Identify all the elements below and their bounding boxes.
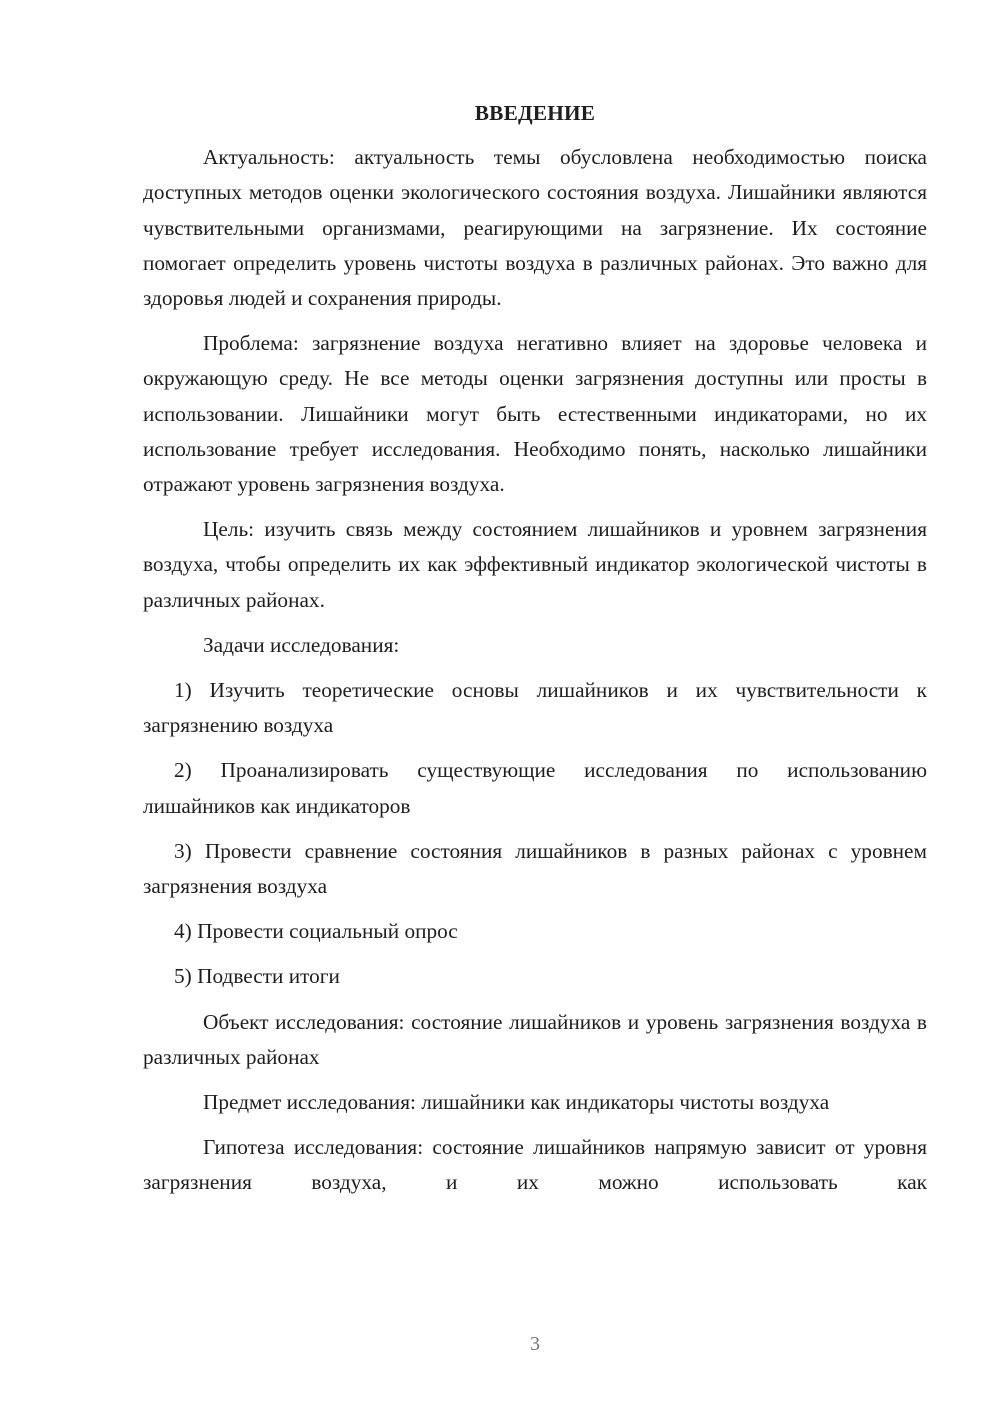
- paragraph-tasks-heading: Задачи исследования:: [203, 632, 400, 657]
- paragraph-relevance: Актуальность: актуальность темы обусловлена необходимостью поиска доступных методов оценки экологического состояния воздуха. Лишайники являются чувствительными организмами, реагирующими на загрязнение. Их состояние помогает определить уровень чистоты воздуха в различных районах. Это важно для здоровья людей и сохранения природы.: [143, 145, 927, 311]
- task-item: 3) Провести сравнение состояния лишайников в разных районах с уровнем загрязнения воздуха: [143, 838, 927, 899]
- document-body: [143, 96, 927, 1211]
- page-number: 3: [530, 1333, 540, 1355]
- task-item: 5) Подвести итоги: [174, 964, 340, 989]
- paragraph-problem: Проблема: загрязнение воздуха негативно влияет на здоровье человека и окружающую среду. Не все методы оценки загрязнения доступны или просты в использовании. Лишайники могут быть естественными индикаторами, но их использование требует исследования. Необходимо понять, насколько лишайники отражают уровень загрязнения воздуха.: [143, 331, 927, 497]
- paragraph-goal: Цель: изучить связь между состоянием лишайников и уровнем загрязнения воздуха, чтобы определить их как эффективный индикатор экологической чистоты в различных районах.: [143, 517, 927, 612]
- paragraph-object: Объект исследования: состояние лишайников и уровень загрязнения воздуха в различных районах: [143, 1009, 927, 1069]
- paragraph-subject: Предмет исследования: лишайники как индикаторы чистоты воздуха: [203, 1090, 830, 1115]
- task-item: 2) Проанализировать существующие исследования по использованию лишайников как индикаторов: [143, 758, 927, 818]
- section-heading: ВВЕДЕНИЕ: [474, 101, 596, 125]
- task-item: 1) Изучить теоретические основы лишайников и их чувствительности к загрязнению воздуха: [143, 678, 927, 738]
- task-item: 4) Провести социальный опрос: [174, 919, 458, 944]
- paragraph-hypothesis: Гипотеза исследования: состояние лишайников напрямую зависит от уровня загрязнения воздуха, и их можно использовать как: [143, 1135, 927, 1195]
